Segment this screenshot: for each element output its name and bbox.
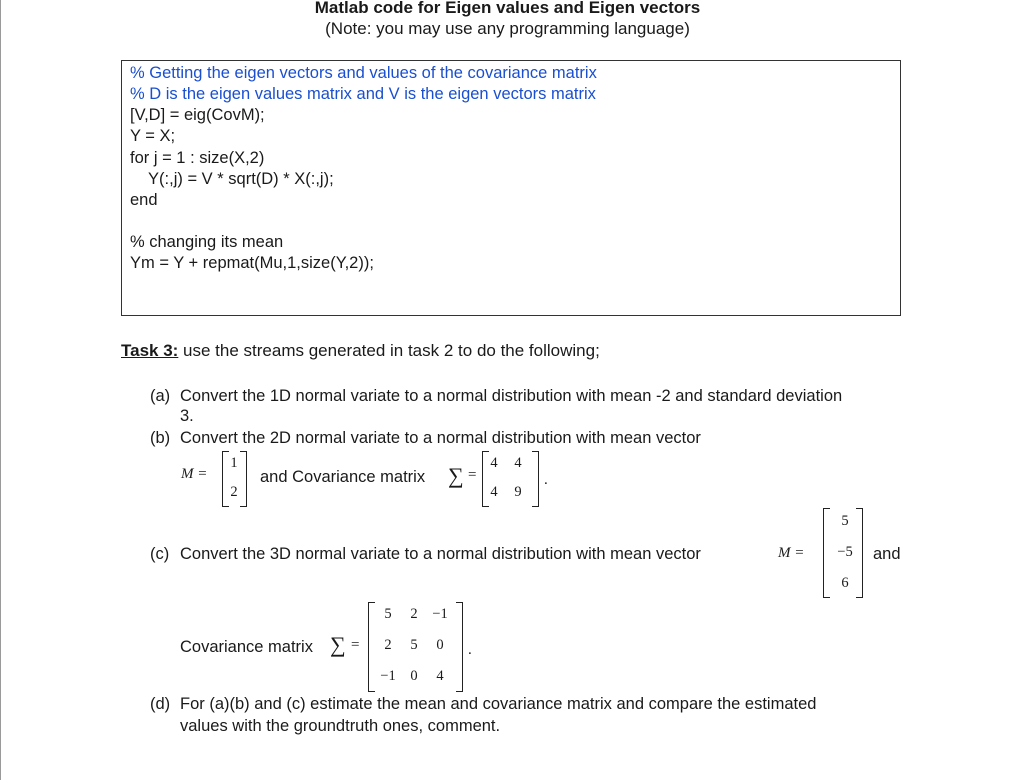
period-c: . [468,642,472,658]
task-label: Task 3: [121,341,179,360]
equals-b: = [468,467,477,483]
mean-c-cell: −5 [837,544,853,560]
item-a-text: Convert the 1D normal variate to a normal distribution with mean -2 and standard deviation [180,387,843,405]
mean-c-bracket-left [823,508,830,598]
cov-b-cell: 4 [490,484,498,500]
cov-c-cell: 0 [410,668,418,684]
item-a-text-cont: 3. [180,407,194,425]
mean-symbol-b: M = [181,466,208,482]
item-d-text-cont: values with the groundtruth ones, comment. [180,717,501,735]
cov-c-cell: 5 [410,637,418,653]
item-b-connector: and Covariance matrix [260,468,426,486]
cov-c-cell: 4 [436,668,444,684]
code-line: for j = 1 : size(X,2) [130,149,265,167]
code-line: Y(:,j) = V * sqrt(D) * X(:,j); [130,170,334,188]
task-heading [121,340,600,362]
item-b-marker: (b) [150,429,171,447]
page-subtitle: (Note: you may use any programming language) [325,19,690,38]
mean-symbol-c: M = [778,545,805,561]
mean-c-bracket-right [856,508,863,598]
cov-b-cell: 4 [490,455,498,471]
mean-b-cell: 2 [230,484,238,500]
mean-c-cell: 6 [841,575,849,591]
mean-c-cell: 5 [841,513,849,529]
code-line: [V,D] = eig(CovM); [130,106,265,124]
cov-c-bracket-left [368,602,375,692]
page-title: Matlab code for Eigen values and Eigen vectors [314,0,701,17]
item-d-text: For (a)(b) and (c) estimate the mean and covariance matrix and compare the estimated [180,695,817,713]
mean-bracket-right [240,451,247,507]
cov-c-cell: 5 [384,606,392,622]
item-c-and: and [873,545,901,563]
page-edge [0,0,1,780]
code-line: end [130,191,158,209]
code-line: % D is the eigen values matrix and V is the eigen vectors matrix [130,85,596,103]
code-line: % changing its mean [130,233,284,251]
item-b-text: Convert the 2D normal variate to a normal distribution with mean vector [180,429,701,447]
sigma-symbol-b: ∑ [448,463,464,488]
code-line: Ym = Y + repmat(Mu,1,size(Y,2)); [130,254,374,272]
task-intro: use the streams generated in task 2 to do the following; [178,341,600,360]
cov-b-bracket-right [532,451,539,507]
cov-c-cell: 2 [410,606,418,622]
code-line: % Getting the eigen vectors and values of the covariance matrix [130,64,597,82]
cov-c-cell: 0 [436,637,444,653]
cov-c-cell: −1 [432,606,448,622]
cov-c-cell: 2 [384,637,392,653]
code-line: Y = X; [130,127,176,145]
period-b: . [544,472,548,488]
sigma-symbol-c: ∑ [330,632,346,657]
item-c-marker: (c) [150,545,170,563]
cov-c-cell: −1 [380,668,396,684]
mean-b-cell: 1 [230,455,238,471]
cov-b-cell: 4 [514,455,522,471]
item-d-marker: (d) [150,695,171,713]
item-c-text: Convert the 3D normal variate to a normal distribution with mean vector [180,545,701,563]
code-block [121,60,901,316]
equals-c: = [351,637,360,653]
cov-c-bracket-right [456,602,463,692]
cov-b-cell: 9 [514,484,522,500]
cov-c-label: Covariance matrix [180,638,313,656]
item-a-marker: (a) [150,387,171,405]
